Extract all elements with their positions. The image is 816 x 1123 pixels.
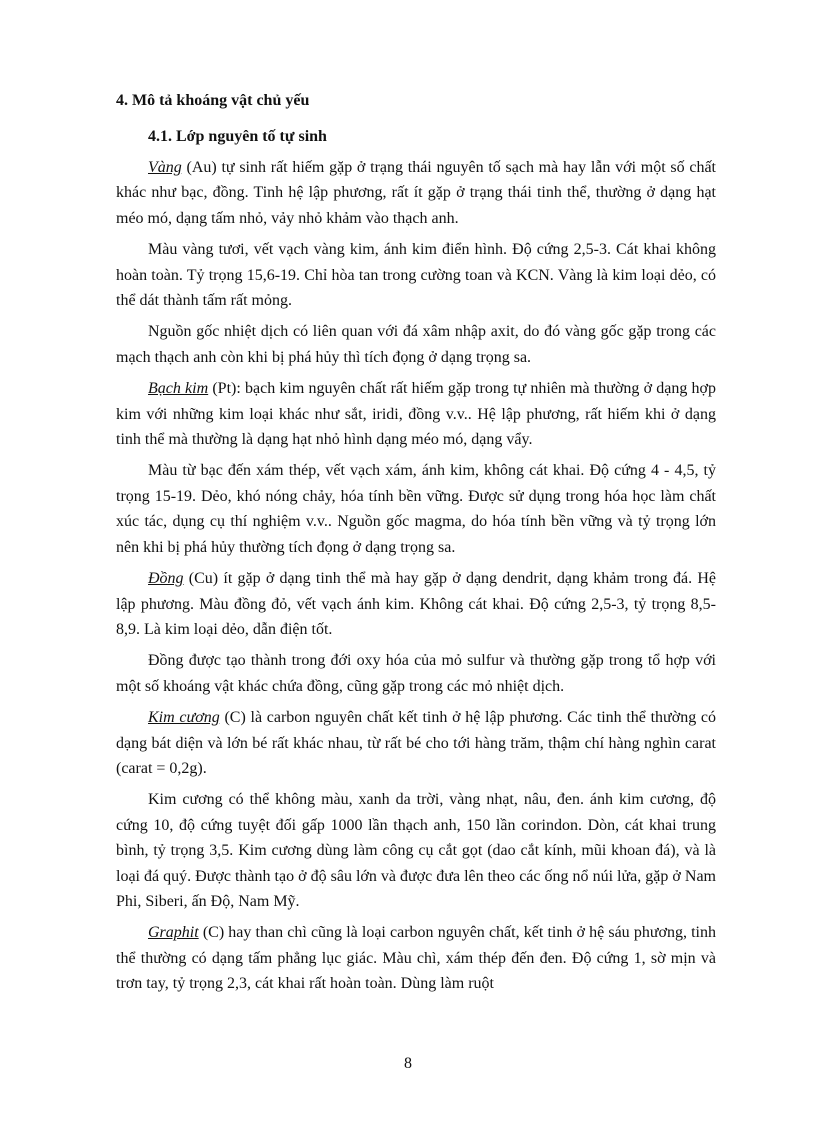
paragraph-text: Kim cương có thể không màu, xanh da trời, vàng nhạt, nâu, đen. ánh kim cương, độ cứng 10, độ cứng tuyệt đối gấp 1000 lần thạch anh, 150 lần corindon. Dòn, cát khai trung bình, tỷ trọng 3,5. Kim cương dùng làm công cụ cắt gọt (dao cắt kính, mũi khoan đá), và là loại đá quý. Được thành tạo ở độ sâu lớn và được đưa lên theo các ống nổ núi lửa, gặp ở Nam Phi, Siberi, ấn Độ, Nam Mỹ. bbox=[116, 791, 716, 910]
term-graphit: Graphit bbox=[148, 924, 199, 942]
paragraph-text: Màu vàng tươi, vết vạch vàng kim, ánh kim điển hình. Độ cứng 2,5-3. Cát khai không hoàn toàn. Tỷ trọng 15,6-19. Chỉ hòa tan trong cường toan và KCN. Vàng là kim loại dẻo, có thể dát thành tấm rất mỏng. bbox=[116, 241, 716, 310]
paragraph-text: Màu từ bạc đến xám thép, vết vạch xám, ánh kim, không cát khai. Độ cứng 4 - 4,5, tỷ trọng 15-19. Dẻo, khó nóng chảy, hóa tính bền vững. Được sử dụng trong hóa học làm chất xúc tác, dụng cụ thí nghiệm v.v.. Nguồn gốc magma, do hóa tính bền vững và tỷ trọng lớn nên khi bị phá hủy thường tích đọng ở dạng trọng sa. bbox=[116, 462, 716, 556]
paragraph-vang-properties bbox=[116, 237, 716, 313]
paragraph-kim-cuong bbox=[116, 705, 716, 781]
paragraph-graphit bbox=[116, 920, 716, 996]
paragraph-text: (C) là carbon nguyên chất kết tinh ở hệ lập phương. Các tinh thể thường có dạng bát diện và lớn bé rất khác nhau, từ rất bé cho tới hàng trăm, thậm chí hàng nghìn carat (carat = 0,2g). bbox=[116, 709, 717, 777]
page-content bbox=[116, 86, 716, 1003]
subsection-title: 4.1. Lớp nguyên tố tự sinh bbox=[148, 128, 327, 145]
term-dong: Đồng bbox=[148, 570, 184, 588]
term-bach-kim: Bạch kim bbox=[148, 380, 209, 398]
paragraph-text: (Cu) ít gặp ở dạng tinh thể mà hay gặp ở dạng dendrit, dạng khảm trong đá. Hệ lập phương. Màu đồng đỏ, vết vạch ánh kim. Không cát khai. Độ cứng 2,5-3, tỷ trọng 8,5-8,9. Là kim loại dẻo, dẫn điện tốt. bbox=[116, 570, 716, 638]
paragraph-text: (Pt): bạch kim nguyên chất rất hiếm gặp trong tự nhiên mà thường ở dạng hợp kim với những kim loại khác như sắt, iridi, đồng v.v.. Hệ lập phương, rất hiếm khi ở dạng tinh thể mà thường là dạng hạt nhỏ hình dạng méo mó, dạng vẩy. bbox=[116, 380, 717, 449]
paragraph-vang bbox=[116, 155, 716, 231]
paragraph-dong bbox=[116, 566, 716, 642]
paragraph-text: (Au) tự sinh rất hiếm gặp ở trạng thái nguyên tố sạch mà hay lẫn với một số chất khác như bạc, đồng. Tinh hệ lập phương, rất ít gặp ở trạng thái tinh thể, thường ở dạng hạt méo mó, dạng tấm nhỏ, vảy nhỏ khảm vào thạch anh. bbox=[116, 159, 716, 227]
paragraph-kim-cuong-properties bbox=[116, 787, 716, 914]
paragraph-bach-kim bbox=[116, 376, 716, 452]
paragraph-text: (C) hay than chì cũng là loại carbon nguyên chất, kết tinh ở hệ sáu phương, tinh thể thường có dạng tấm phẳng lục giác. Màu chì, xám thép đến đen. Độ cứng 1, sờ mịn và trơn tay, tỷ trọng 2,3, cát khai rất hoàn toàn. Dùng làm ruột bbox=[116, 924, 716, 993]
paragraph-vang-origin bbox=[116, 319, 716, 370]
paragraph-dong-origin bbox=[116, 648, 716, 699]
page-number: 8 bbox=[404, 1055, 412, 1072]
paragraph-text: Nguồn gốc nhiệt dịch có liên quan với đá xâm nhập axit, do đó vàng gốc gặp trong các mạch thạch anh còn khi bị phá hủy thì tích đọng ở dạng trọng sa. bbox=[116, 323, 716, 366]
term-vang: Vàng bbox=[148, 159, 182, 176]
paragraph-text: Đồng được tạo thành trong đới oxy hóa của mỏ sulfur và thường gặp trong tổ hợp với một số khoáng vật khác chứa đồng, cũng gặp trong các mỏ nhiệt dịch. bbox=[116, 652, 716, 695]
section-title: 4. Mô tả khoáng vật chủ yếu bbox=[116, 92, 310, 109]
term-kim-cuong: Kim cương bbox=[148, 709, 220, 727]
paragraph-bach-kim-properties bbox=[116, 458, 716, 560]
